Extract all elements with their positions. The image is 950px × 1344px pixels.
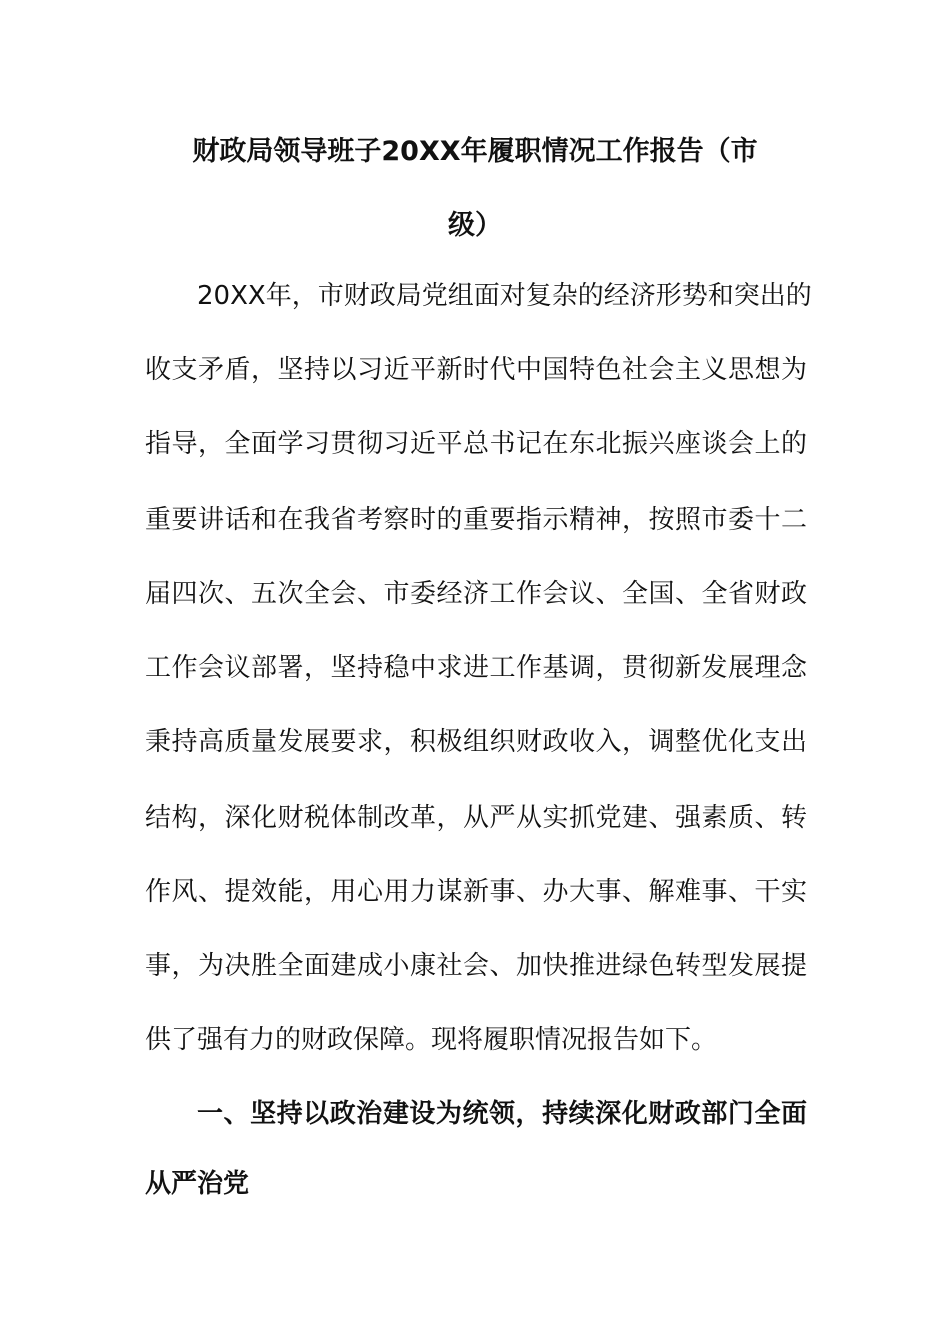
paragraph-line: 指导，全面学习贯彻习近平总书记在东北振兴座谈会上的 [145, 429, 807, 459]
paragraph-line: 20XX年，市财政局党组面对复杂的经济形势和突出的 [197, 281, 812, 311]
paragraph-line: 作风、提效能，用心用力谋新事、办大事、解难事、干实 [145, 877, 807, 907]
paragraph-line: 工作会议部署，坚持稳中求进工作基调，贯彻新发展理念 [145, 653, 807, 683]
paragraph-line: 届四次、五次全会、市委经济工作会议、全国、全省财政 [145, 579, 807, 609]
section-heading-line-1: 一、坚持以政治建设为统领，持续深化财政部门全面 [197, 1099, 807, 1129]
paragraph-line: 供了强有力的财政保障。现将履职情况报告如下。 [145, 1025, 718, 1055]
document-title-line-1: 财政局领导班子20XX年履职情况工作报告（市 [192, 136, 758, 167]
paragraph-line: 结构，深化财税体制改革，从严从实抓党建、强素质、转 [145, 803, 807, 833]
paragraph-line: 收支矛盾，坚持以习近平新时代中国特色社会主义思想为 [145, 355, 807, 385]
section-heading-line-2: 从严治党 [145, 1169, 250, 1199]
paragraph-line: 秉持高质量发展要求，积极组织财政收入，调整优化支出 [145, 727, 807, 757]
paragraph-line: 重要讲话和在我省考察时的重要指示精神，按照市委十二 [145, 505, 807, 535]
paragraph-line: 事，为决胜全面建成小康社会、加快推进绿色转型发展提 [145, 951, 807, 981]
document-title-line-2: 级） [448, 210, 502, 241]
